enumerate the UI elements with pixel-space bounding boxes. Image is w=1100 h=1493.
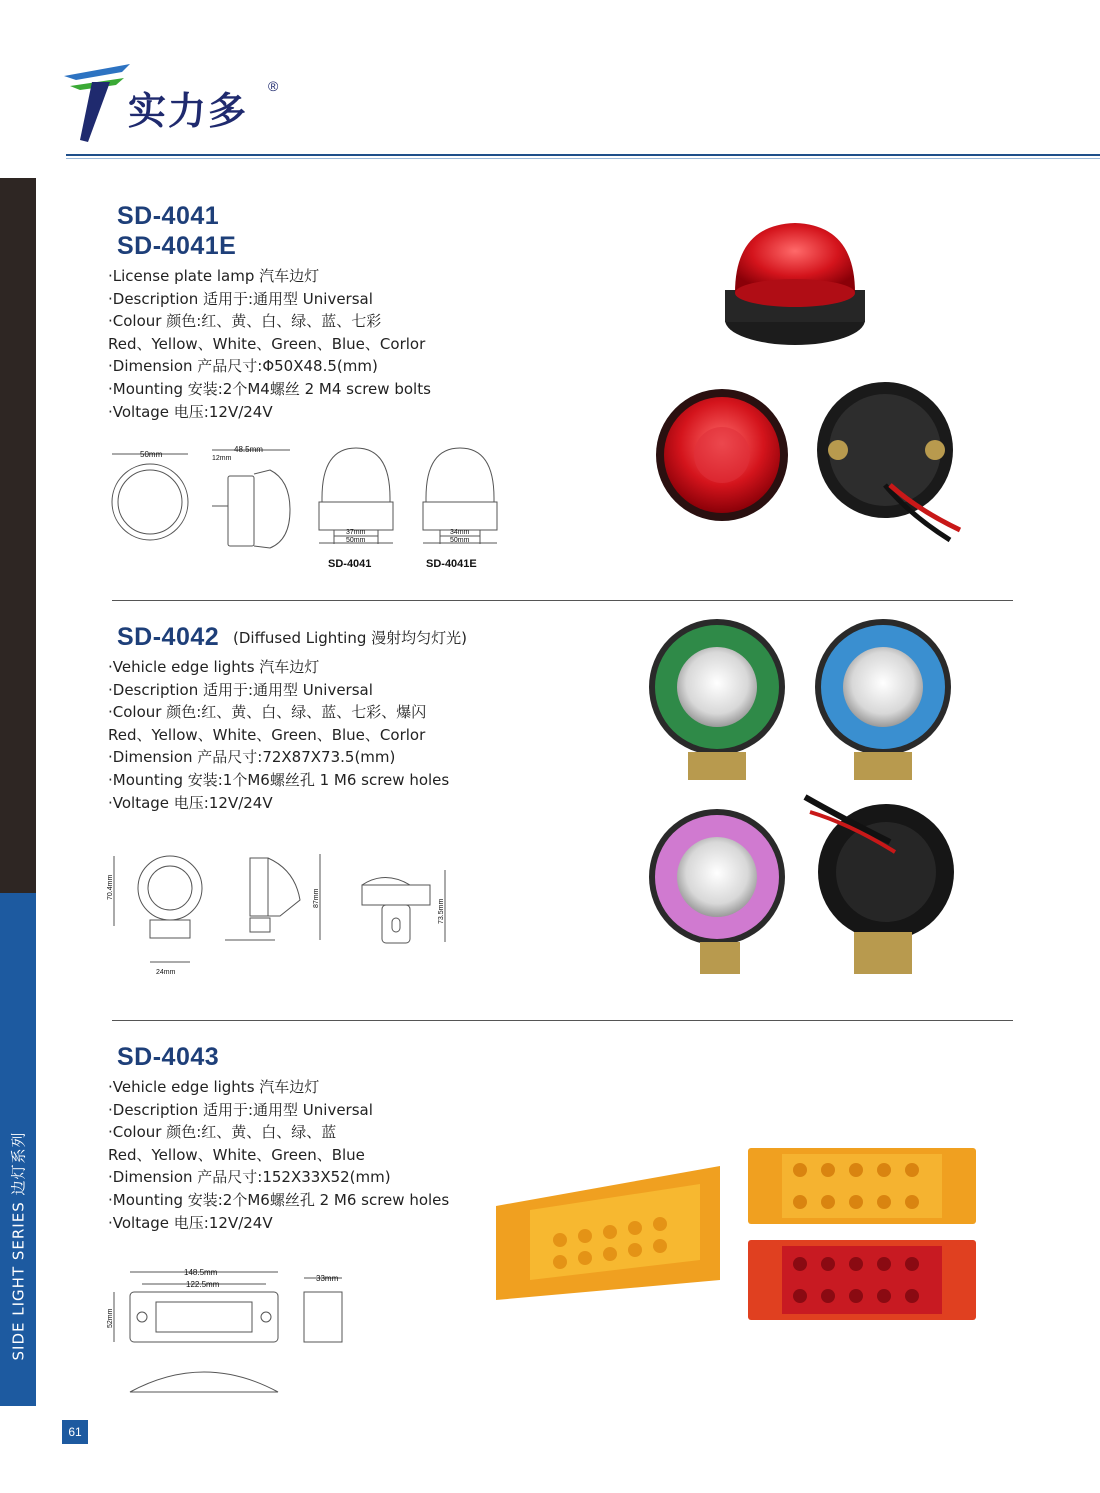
spec-line: ·Voltage 电压:12V/24V (108, 402, 273, 421)
model-title: SD-4042 (117, 623, 220, 651)
spec-line: ·Colour 颜色:红、黄、白、绿、蓝、七彩、爆闪 (108, 703, 427, 722)
spec-line: Red、Yellow、White、Green、Blue (108, 1145, 365, 1164)
spec-line: ·Colour 颜色:红、黄、白、绿、蓝 (108, 1123, 337, 1142)
spec-line: ·Mounting 安装:1个M6螺丝孔 1 M6 screw holes (108, 770, 450, 789)
diagram-caption: SD-4041E (426, 558, 477, 570)
diagram-caption: SD-4041 (328, 558, 372, 570)
series-label: SIDE LIGHT SERIES 边灯系列 (9, 1131, 28, 1361)
lamp-photo-blue (815, 619, 951, 780)
header-divider (66, 154, 1100, 156)
technical-drawing (100, 440, 520, 580)
model-title: SD-4043 (117, 1043, 220, 1071)
section-divider (112, 1020, 1013, 1021)
dim-label: 34mm (450, 529, 470, 536)
spec-line: ·Voltage 电压:12V/24V (108, 1213, 273, 1232)
model-title: SD-4041 (117, 202, 220, 230)
lamp-photo-amber-angled (496, 1166, 720, 1300)
header-divider-thin (66, 158, 1100, 159)
lamp-photo-green (649, 619, 785, 780)
dim-label: 37mm (346, 529, 366, 536)
dim-label: 50mm (346, 537, 366, 544)
dim-label: 12mm (212, 455, 232, 462)
dim-label: 73.5mm (438, 898, 445, 924)
spec-list (108, 1076, 449, 1234)
spec-line: ·Mounting 安装:2个M4螺丝 2 M4 screw bolts (108, 379, 431, 398)
spec-line: Red、Yellow、White、Green、Blue、Corlor (108, 334, 426, 353)
spec-line: ·Vehicle edge lights 汽车边灯 (108, 658, 320, 676)
spec-line: ·Description 适用于:通用型 Universal (108, 289, 373, 308)
dim-label: 50mm (450, 537, 470, 544)
lamp-photo-back (805, 797, 954, 974)
dim-label: 50mm (140, 450, 163, 459)
spec-line: ·Description 适用于:通用型 Universal (108, 680, 373, 699)
spec-line: ·Voltage 电压:12V/24V (108, 793, 273, 812)
logo-emblem-icon (62, 60, 132, 145)
dim-label: 24mm (156, 969, 176, 976)
technical-drawing (100, 1262, 360, 1402)
sidebar-dark-band (0, 178, 36, 893)
page-number: 61 (62, 1420, 88, 1444)
lamp-photo-amber-front (748, 1148, 976, 1224)
section-divider (112, 600, 1013, 601)
spec-line: ·Dimension 产品尺寸:Φ50X48.5(mm) (108, 357, 378, 376)
registered-mark: ® (268, 78, 279, 94)
spec-line: ·Dimension 产品尺寸:152X33X52(mm) (108, 1168, 391, 1187)
spec-list (108, 265, 431, 423)
brand-name: 实力多 (128, 89, 249, 133)
lamp-photo-front (656, 389, 788, 521)
product-photo-group (640, 612, 970, 987)
spec-line: ·License plate lamp 汽车边灯 (108, 267, 320, 285)
product-photo-group (650, 205, 980, 565)
spec-line: ·Mounting 安装:2个M6螺丝孔 2 M6 screw holes (108, 1190, 450, 1209)
dim-label: 87mm (313, 888, 320, 908)
brand-logo (62, 60, 292, 145)
lamp-photo-pink (649, 809, 785, 974)
lamp-photo-side (725, 223, 865, 345)
dim-label: 122.5mm (186, 1280, 220, 1289)
spec-line: ·Dimension 产品尺寸:72X87X73.5(mm) (108, 748, 396, 767)
spec-line: ·Vehicle edge lights 汽车边灯 (108, 1078, 320, 1096)
spec-line: ·Description 适用于:通用型 Universal (108, 1100, 373, 1119)
model-note: (Diffused Lighting 漫射均匀灯光) (233, 629, 467, 647)
spec-line: ·Colour 颜色:红、黄、白、绿、蓝、七彩 (108, 312, 382, 331)
product-photo-group (490, 1140, 990, 1340)
dim-label: 33mm (316, 1274, 339, 1283)
dim-label: 52mm (107, 1308, 114, 1328)
lamp-photo-back (817, 382, 960, 540)
dim-label: 48.5mm (234, 445, 263, 454)
spec-list (108, 656, 449, 814)
spec-line: Red、Yellow、White、Green、Blue、Corlor (108, 725, 426, 744)
model-title: SD-4041E (117, 232, 237, 260)
dim-label: 148.5mm (184, 1268, 218, 1277)
technical-drawing (100, 850, 470, 980)
dim-label: 70.4mm (107, 874, 114, 900)
lamp-photo-red-front (748, 1240, 976, 1320)
